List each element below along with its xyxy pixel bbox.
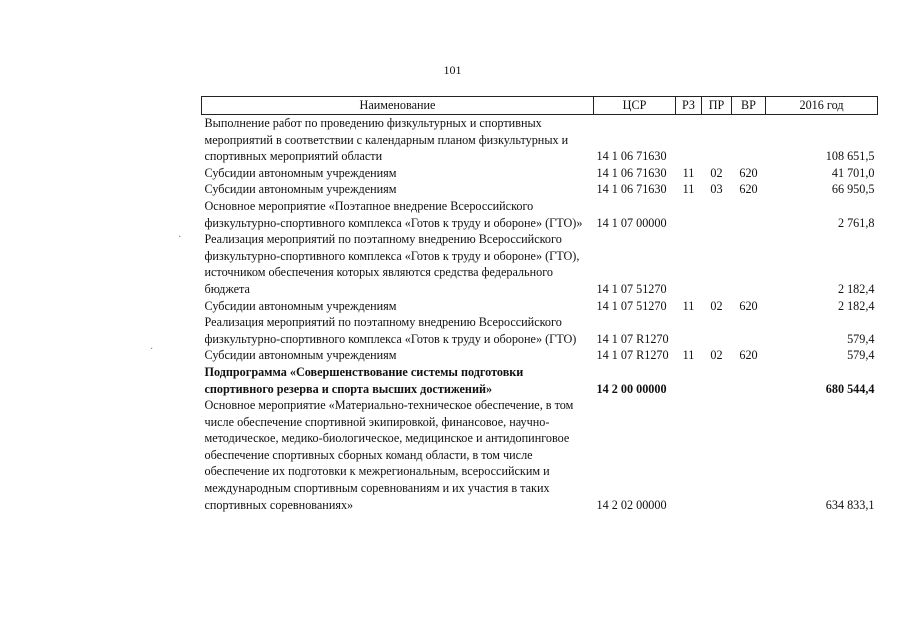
row-csr: 14 1 07 00000	[596, 215, 667, 230]
row-amount: 680 544,4	[825, 381, 875, 396]
row-csr: 14 1 06 71630	[596, 165, 667, 180]
table-row	[202, 397, 878, 513]
header-amount: 2016 год	[766, 97, 878, 115]
row-amount: 579,4	[847, 331, 875, 346]
header-rz: РЗ	[676, 97, 702, 115]
row-amount: 634 833,1	[825, 497, 875, 512]
row-rz	[676, 115, 702, 165]
row-pr	[702, 231, 732, 297]
row-vr	[732, 231, 766, 297]
header-pr: ПР	[702, 97, 732, 115]
table-row	[202, 314, 878, 347]
row-name: Реализация мероприятий по поэтапному внедрению Всероссийского физкультурно-спортивного комплекса «Готов к труду и обороне» (ГТО)	[204, 315, 577, 346]
row-vr: 620	[739, 298, 758, 313]
row-vr: 620	[739, 348, 758, 363]
row-name: Основное мероприятие «Поэтапное внедрение Всероссийского физкультурно-спортивного комплекса «Готов к труду и обороне» (ГТО)»	[204, 198, 583, 230]
budget-table	[201, 96, 878, 513]
table-row	[202, 298, 878, 315]
row-amount: 579,4	[847, 348, 875, 363]
row-rz: 11	[682, 348, 695, 363]
row-amount: 2 761,8	[837, 215, 875, 230]
row-vr	[732, 198, 766, 231]
row-csr: 14 1 06 71630	[596, 149, 667, 164]
scan-speck: ·	[178, 232, 182, 243]
row-name: Подпрограмма «Совершенствование системы подготовки спортивного резерва и спорта высших достижений»	[204, 364, 524, 396]
row-rz: 11	[682, 298, 695, 313]
row-csr: 14 1 07 51270	[596, 281, 667, 296]
row-rz	[676, 231, 702, 297]
row-vr	[732, 115, 766, 165]
scan-speck: ·	[150, 344, 154, 355]
row-pr	[702, 364, 732, 397]
row-amount: 2 182,4	[837, 298, 875, 313]
table-row	[202, 165, 878, 182]
header-row	[202, 97, 878, 115]
row-vr: 620	[739, 165, 758, 180]
row-csr: 14 2 00 00000	[596, 381, 667, 396]
row-vr	[732, 314, 766, 347]
row-name: Субсидии автономным учреждениям	[204, 165, 397, 180]
row-name: Субсидии автономным учреждениям	[204, 348, 397, 363]
row-name: Субсидии автономным учреждениям	[204, 298, 397, 313]
row-csr: 14 1 07 R1270	[596, 348, 669, 363]
row-rz: 11	[682, 165, 695, 180]
row-name: Реализация мероприятий по поэтапному внедрению Всероссийского физкультурно-спортивного комплекса «Готов к труду и обороне» (ГТО), источником обеспечения которых являются средства федерального бюджета	[204, 232, 580, 296]
row-pr: 02	[710, 165, 723, 180]
row-csr: 14 1 07 51270	[596, 298, 667, 313]
table-header	[202, 97, 878, 115]
table-row	[202, 198, 878, 231]
table-row	[202, 181, 878, 198]
row-csr: 14 2 02 00000	[596, 497, 667, 512]
row-pr: 03	[710, 182, 723, 197]
row-pr	[702, 115, 732, 165]
row-amount: 66 950,5	[831, 182, 875, 197]
row-csr: 14 1 06 71630	[596, 182, 667, 197]
row-pr	[702, 397, 732, 513]
row-name: Субсидии автономным учреждениям	[204, 182, 397, 197]
page-number: 101	[443, 63, 462, 77]
table-row	[202, 347, 878, 364]
table-row	[202, 115, 878, 165]
row-rz	[676, 364, 702, 397]
row-amount: 108 651,5	[825, 149, 875, 164]
row-rz	[676, 198, 702, 231]
row-pr	[702, 314, 732, 347]
row-csr: 14 1 07 R1270	[596, 331, 669, 346]
row-name: Основное мероприятие «Материально-техническое обеспечение, в том числе обеспечение спортивной экипировкой, финансовое, научно-методическое, медико-биологическое, медицинское и антидопинговое обеспечение спортивных сборных команд области, в том числе обеспечение их подготовки к межрегиональным, всероссийским и международным спортивным соревнованиям и их участия в таких спортивных соревнованиях»	[204, 398, 574, 512]
header-vr: ВР	[732, 97, 766, 115]
row-name: Выполнение работ по проведению физкультурных и спортивных мероприятий в соответствии с календарным планом физкультурных и спортивных мероприятий области	[204, 116, 569, 164]
row-pr: 02	[710, 348, 723, 363]
row-pr: 02	[710, 298, 723, 313]
row-rz: 11	[682, 182, 695, 197]
table-row	[202, 231, 878, 297]
row-vr	[732, 397, 766, 513]
row-rz	[676, 314, 702, 347]
row-vr: 620	[739, 182, 758, 197]
table-row-subprogram	[202, 364, 878, 397]
row-vr	[732, 364, 766, 397]
header-name: Наименование	[202, 97, 594, 115]
table-body	[202, 115, 878, 514]
header-csr: ЦСР	[594, 97, 676, 115]
row-rz	[676, 397, 702, 513]
row-amount: 2 182,4	[837, 281, 875, 296]
row-pr	[702, 198, 732, 231]
row-amount: 41 701,0	[831, 165, 875, 180]
